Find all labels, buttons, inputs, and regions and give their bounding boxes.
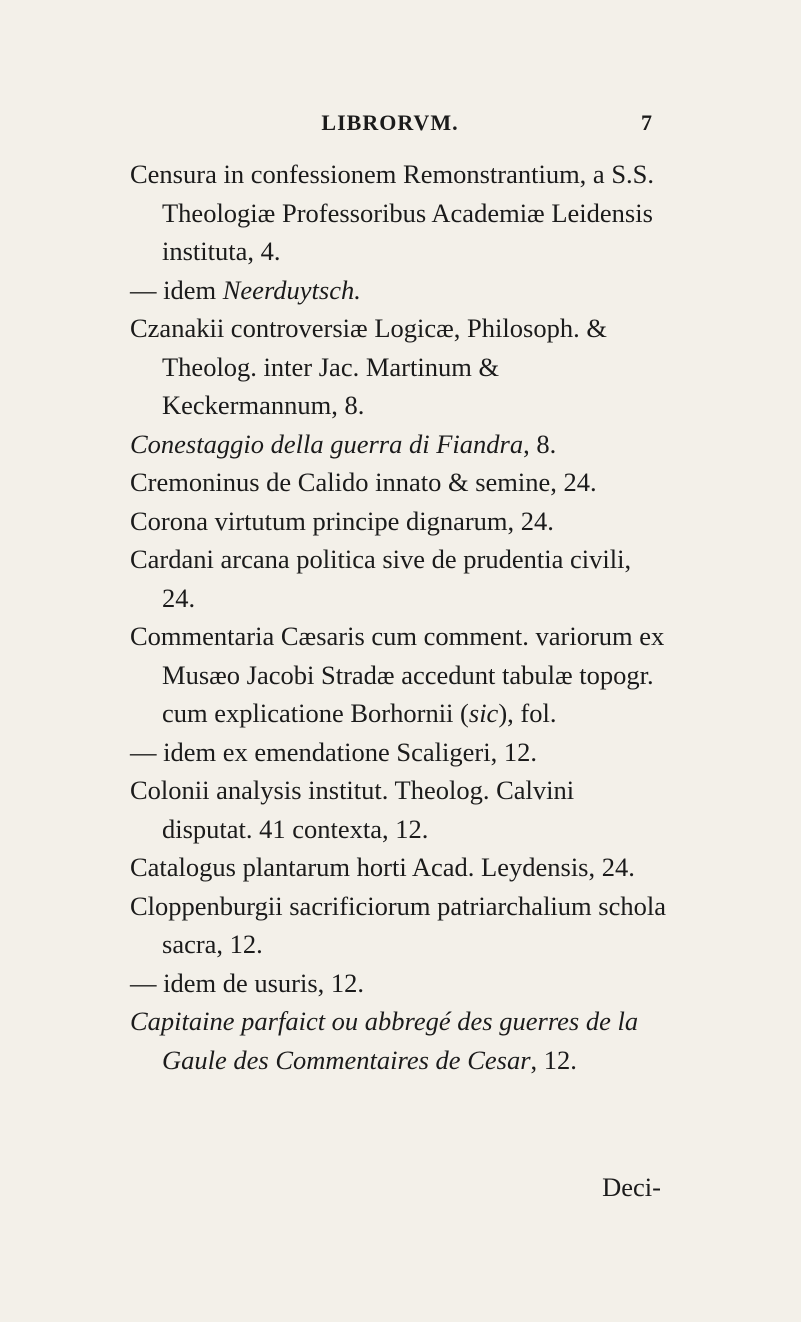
catalogue-entry [130, 540, 670, 617]
catchword: Deci- [602, 1172, 661, 1202]
entry-title-italic: Conestaggio della guerra di Fiandra [130, 428, 524, 459]
catalogue-entry [130, 271, 670, 310]
entry-note-italic: sic [468, 698, 499, 728]
catalogue-entry [130, 617, 670, 733]
catalogue-entry [130, 502, 670, 541]
catalogue-entry [130, 309, 670, 425]
entry-text: — idem ex emendatione Scaligeri, 12. [130, 736, 537, 767]
catalogue-entry [130, 733, 670, 772]
entry-text: , 12. [530, 1044, 577, 1075]
entry-text: , 8. [523, 428, 557, 459]
entry-text: Cardani arcana politica sive de prudentia civili, 24. [130, 544, 632, 613]
entry-title-italic: Neerduytsch. [222, 274, 361, 305]
catalogue-entry [130, 848, 670, 887]
catalogue-entries [130, 155, 670, 1079]
page-number: 7 [641, 110, 652, 135]
catalogue-entry [130, 964, 670, 1003]
entry-text: Commentaria Cæsaris cum comment. variorum ex Musæo Jacobi Stradæ accedunt tabulæ topogr. cum explicatione Borhornii ( [130, 621, 665, 728]
entry-text: Colonii analysis institut. Theolog. Calvini disputat. 41 contexta, 12. [130, 775, 575, 844]
entry-text: Czanakii controversiæ Logicæ, Philosoph. & Theolog. inter Jac. Martinum & Keckermannum, 8. [130, 313, 607, 420]
entry-text: Censura in confessionem Remonstrantium, a S.S. Theologiæ Professoribus Academiæ Leidensis instituta, 4. [130, 159, 655, 266]
catalogue-entry [130, 887, 670, 964]
catalogue-entry [130, 155, 670, 271]
running-title: LIBRORVM. [321, 110, 459, 135]
entry-text: Cloppenburgii sacrificiorum patriarchalium schola sacra, 12. [130, 890, 666, 959]
entry-title-italic: Capitaine parfaict ou abbregé des guerres de la Gaule des Commentaires de Cesar [130, 1006, 639, 1075]
running-head [130, 110, 650, 140]
catalogue-entry [130, 425, 670, 464]
entry-text: — idem [130, 274, 223, 305]
entry-text: Catalogus plantarum horti Acad. Leydensis, 24. [130, 852, 635, 882]
entry-text: Corona virtutum principe dignarum, 24. [130, 505, 554, 536]
catalogue-entry [130, 771, 670, 848]
entry-text: Cremoninus de Calido innato & semine, 24. [130, 467, 597, 497]
entry-text: ), fol. [498, 698, 557, 728]
catalogue-entry [130, 1002, 670, 1079]
entry-text: — idem de usuris, 12. [130, 967, 365, 998]
catalogue-entry [130, 463, 670, 502]
